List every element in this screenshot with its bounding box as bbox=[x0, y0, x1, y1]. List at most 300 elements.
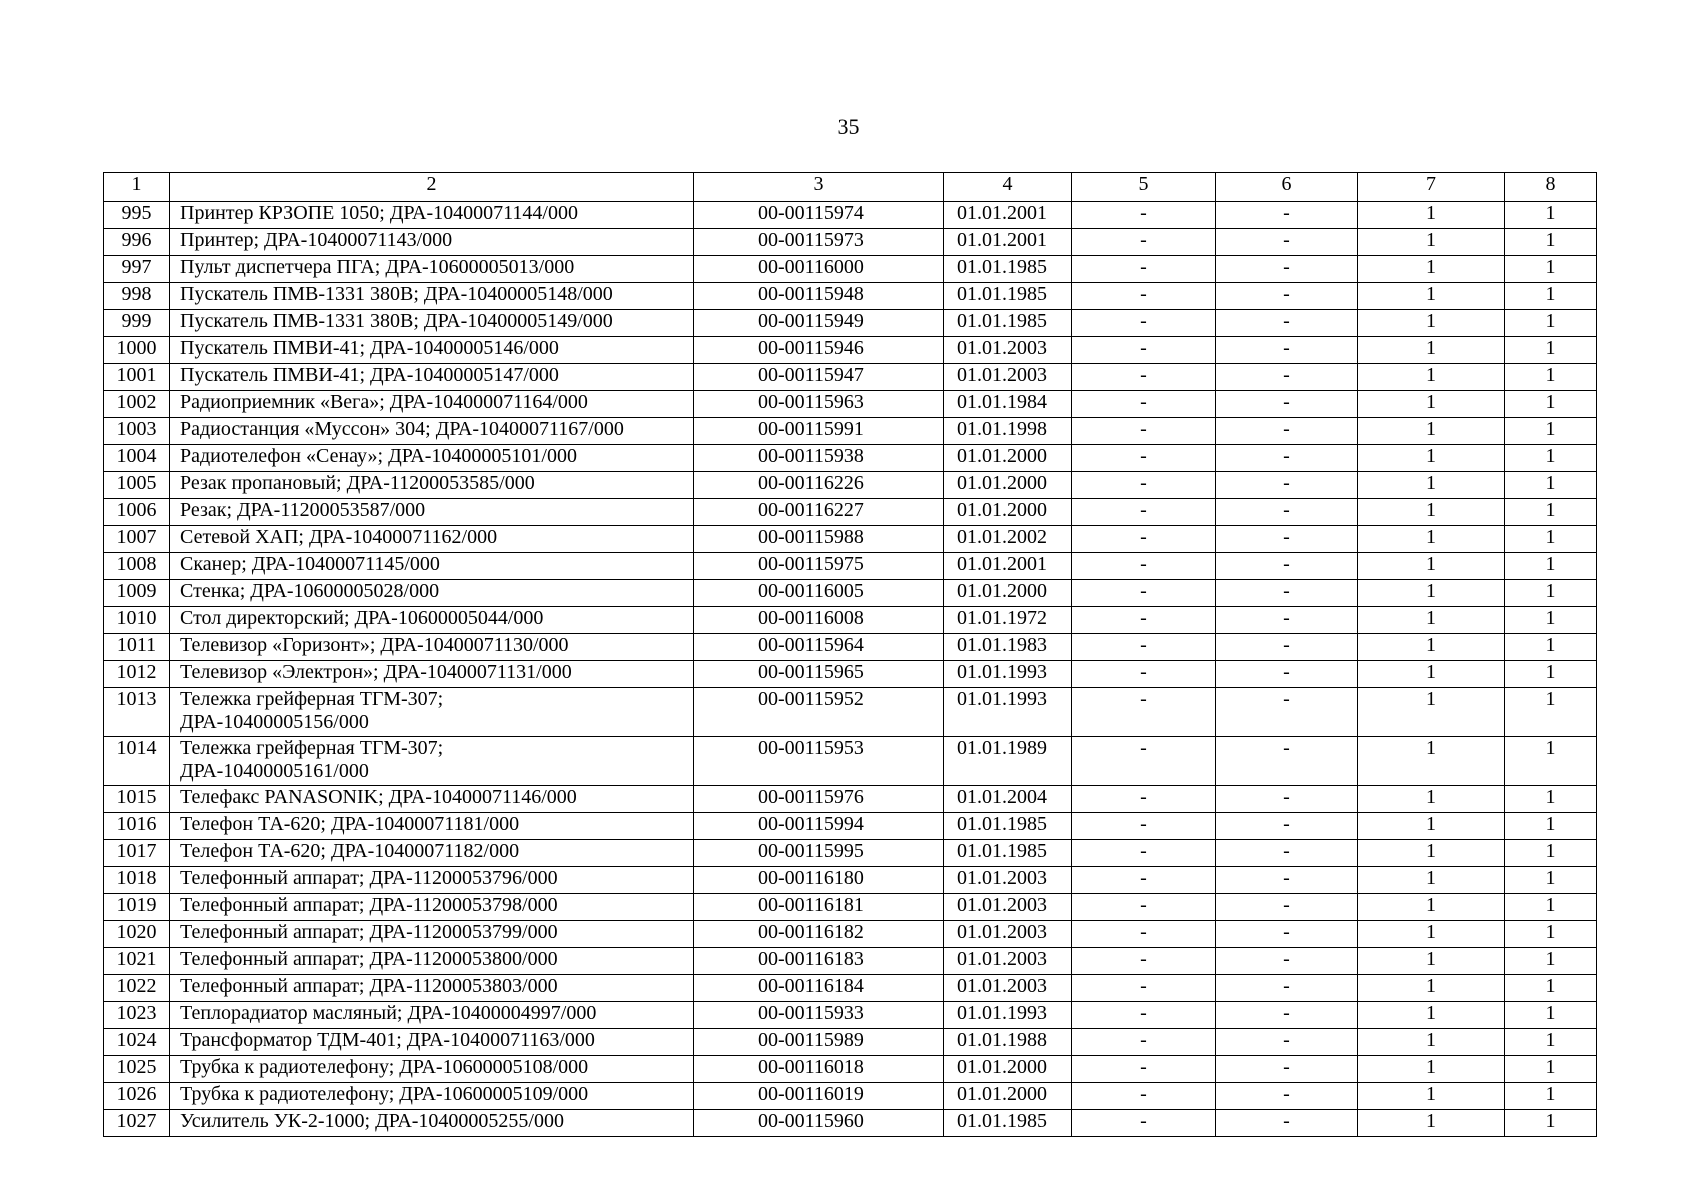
col8-cell: 1 bbox=[1505, 786, 1597, 813]
col7-cell: 1 bbox=[1358, 786, 1505, 813]
col6-cell: - bbox=[1216, 283, 1358, 310]
date-cell: 01.01.2002 bbox=[944, 526, 1072, 553]
item-name-line: Принтер КРЗОПЕ 1050; ДРА-10400071144/000 bbox=[180, 202, 578, 224]
table-row bbox=[104, 688, 1597, 737]
col8-cell: 1 bbox=[1505, 202, 1597, 229]
date-cell: 01.01.1985 bbox=[944, 310, 1072, 337]
col5-cell: - bbox=[1072, 229, 1216, 256]
col7-cell: 1 bbox=[1358, 472, 1505, 499]
date-cell: 01.01.2003 bbox=[944, 337, 1072, 364]
col5-cell: - bbox=[1072, 526, 1216, 553]
col8-cell: 1 bbox=[1505, 310, 1597, 337]
item-name-cell bbox=[170, 813, 694, 840]
col5-cell: - bbox=[1072, 786, 1216, 813]
col7-cell: 1 bbox=[1358, 256, 1505, 283]
table-row bbox=[104, 1056, 1597, 1083]
item-name-cell bbox=[170, 840, 694, 867]
col5-cell: - bbox=[1072, 975, 1216, 1002]
table-row bbox=[104, 634, 1597, 661]
item-name-cell bbox=[170, 418, 694, 445]
item-name-line: Трубка к радиотелефону; ДРА-10600005109/000 bbox=[180, 1083, 589, 1105]
table-row bbox=[104, 310, 1597, 337]
item-name-cell bbox=[170, 894, 694, 921]
item-name-line: Пускатель ПМВ-1331 380В; ДРА-10400005149/000 bbox=[180, 310, 613, 332]
row-number-cell: 1018 bbox=[104, 867, 170, 894]
col8-cell: 1 bbox=[1505, 607, 1597, 634]
table-row bbox=[104, 553, 1597, 580]
table-row bbox=[104, 283, 1597, 310]
row-number-cell: 1019 bbox=[104, 894, 170, 921]
col5-cell: - bbox=[1072, 445, 1216, 472]
col8-cell: 1 bbox=[1505, 894, 1597, 921]
col5-cell: - bbox=[1072, 1056, 1216, 1083]
date-cell: 01.01.1993 bbox=[944, 661, 1072, 688]
date-cell: 01.01.2003 bbox=[944, 921, 1072, 948]
inventory-code-cell: 00-00115963 bbox=[694, 391, 944, 418]
inventory-code-cell: 00-00115952 bbox=[694, 688, 944, 737]
table-row bbox=[104, 229, 1597, 256]
col8-cell: 1 bbox=[1505, 1056, 1597, 1083]
col5-cell: - bbox=[1072, 310, 1216, 337]
item-name-line: Телевизор «Горизонт»; ДРА-10400071130/000 bbox=[180, 634, 569, 656]
item-name-line: Трубка к радиотелефону; ДРА-10600005108/000 bbox=[180, 1056, 589, 1078]
inventory-table bbox=[103, 172, 1597, 1137]
item-name-cell bbox=[170, 1083, 694, 1110]
col6-cell: - bbox=[1216, 737, 1358, 786]
col7-cell: 1 bbox=[1358, 894, 1505, 921]
date-cell: 01.01.2001 bbox=[944, 553, 1072, 580]
inventory-code-cell: 00-00115964 bbox=[694, 634, 944, 661]
col6-cell: - bbox=[1216, 948, 1358, 975]
col8-cell: 1 bbox=[1505, 840, 1597, 867]
col8-cell: 1 bbox=[1505, 948, 1597, 975]
col5-cell: - bbox=[1072, 867, 1216, 894]
inventory-code-cell: 00-00115949 bbox=[694, 310, 944, 337]
item-name-line: Пускатель ПМВИ-41; ДРА-10400005146/000 bbox=[180, 337, 559, 359]
col8-cell: 1 bbox=[1505, 634, 1597, 661]
header-col-8: 8 bbox=[1505, 173, 1597, 202]
row-number-cell: 1003 bbox=[104, 418, 170, 445]
date-cell: 01.01.2000 bbox=[944, 499, 1072, 526]
col8-cell: 1 bbox=[1505, 553, 1597, 580]
item-name-line: Теплорадиатор масляный; ДРА-10400004997/000 bbox=[180, 1002, 597, 1024]
col6-cell: - bbox=[1216, 894, 1358, 921]
item-name-cell bbox=[170, 688, 694, 737]
item-name-cell bbox=[170, 364, 694, 391]
col8-cell: 1 bbox=[1505, 472, 1597, 499]
date-cell: 01.01.1998 bbox=[944, 418, 1072, 445]
table-row bbox=[104, 737, 1597, 786]
row-number-cell: 997 bbox=[104, 256, 170, 283]
col5-cell: - bbox=[1072, 580, 1216, 607]
header-col-1: 1 bbox=[104, 173, 170, 202]
inventory-code-cell: 00-00115973 bbox=[694, 229, 944, 256]
col7-cell: 1 bbox=[1358, 840, 1505, 867]
col8-cell: 1 bbox=[1505, 921, 1597, 948]
col6-cell: - bbox=[1216, 661, 1358, 688]
row-number-cell: 1013 bbox=[104, 688, 170, 737]
row-number-cell: 1014 bbox=[104, 737, 170, 786]
row-number-cell: 1011 bbox=[104, 634, 170, 661]
table-row bbox=[104, 472, 1597, 499]
date-cell: 01.01.1985 bbox=[944, 283, 1072, 310]
row-number-cell: 1001 bbox=[104, 364, 170, 391]
date-cell: 01.01.2003 bbox=[944, 364, 1072, 391]
col6-cell: - bbox=[1216, 418, 1358, 445]
item-name-cell bbox=[170, 499, 694, 526]
col8-cell: 1 bbox=[1505, 1029, 1597, 1056]
item-name-line: Телефонный аппарат; ДРА-11200053803/000 bbox=[180, 975, 558, 997]
col8-cell: 1 bbox=[1505, 418, 1597, 445]
col7-cell: 1 bbox=[1358, 229, 1505, 256]
table-row bbox=[104, 526, 1597, 553]
date-cell: 01.01.1972 bbox=[944, 607, 1072, 634]
inventory-code-cell: 00-00115948 bbox=[694, 283, 944, 310]
header-col-6: 6 bbox=[1216, 173, 1358, 202]
inventory-code-cell: 00-00116182 bbox=[694, 921, 944, 948]
item-name-cell bbox=[170, 445, 694, 472]
col7-cell: 1 bbox=[1358, 553, 1505, 580]
row-number-cell: 1020 bbox=[104, 921, 170, 948]
inventory-code-cell: 00-00115947 bbox=[694, 364, 944, 391]
inventory-code-cell: 00-00116180 bbox=[694, 867, 944, 894]
col8-cell: 1 bbox=[1505, 283, 1597, 310]
col8-cell: 1 bbox=[1505, 1110, 1597, 1137]
row-number-cell: 998 bbox=[104, 283, 170, 310]
col6-cell: - bbox=[1216, 688, 1358, 737]
header-row bbox=[104, 173, 1597, 202]
item-name-cell bbox=[170, 1110, 694, 1137]
item-name-cell bbox=[170, 737, 694, 786]
col5-cell: - bbox=[1072, 1002, 1216, 1029]
table-row bbox=[104, 391, 1597, 418]
col8-cell: 1 bbox=[1505, 813, 1597, 840]
col7-cell: 1 bbox=[1358, 867, 1505, 894]
item-name-cell bbox=[170, 310, 694, 337]
col6-cell: - bbox=[1216, 229, 1358, 256]
item-name-line: Пускатель ПМВИ-41; ДРА-10400005147/000 bbox=[180, 364, 559, 386]
row-number-cell: 1027 bbox=[104, 1110, 170, 1137]
page-number: 35 bbox=[837, 114, 860, 139]
row-number-cell: 1010 bbox=[104, 607, 170, 634]
inventory-code-cell: 00-00116018 bbox=[694, 1056, 944, 1083]
row-number-cell: 1012 bbox=[104, 661, 170, 688]
col6-cell: - bbox=[1216, 337, 1358, 364]
table-row bbox=[104, 607, 1597, 634]
inventory-code-cell: 00-00115974 bbox=[694, 202, 944, 229]
col6-cell: - bbox=[1216, 786, 1358, 813]
inventory-code-cell: 00-00115991 bbox=[694, 418, 944, 445]
col6-cell: - bbox=[1216, 580, 1358, 607]
col7-cell: 1 bbox=[1358, 1002, 1505, 1029]
inventory-code-cell: 00-00115994 bbox=[694, 813, 944, 840]
inventory-code-cell: 00-00116226 bbox=[694, 472, 944, 499]
col7-cell: 1 bbox=[1358, 948, 1505, 975]
col5-cell: - bbox=[1072, 337, 1216, 364]
inventory-code-cell: 00-00115946 bbox=[694, 337, 944, 364]
item-name-cell bbox=[170, 256, 694, 283]
item-name-cell bbox=[170, 921, 694, 948]
row-number-cell: 1017 bbox=[104, 840, 170, 867]
col7-cell: 1 bbox=[1358, 310, 1505, 337]
col7-cell: 1 bbox=[1358, 813, 1505, 840]
item-name-cell bbox=[170, 337, 694, 364]
col5-cell: - bbox=[1072, 418, 1216, 445]
date-cell: 01.01.1985 bbox=[944, 813, 1072, 840]
col6-cell: - bbox=[1216, 634, 1358, 661]
date-cell: 01.01.1993 bbox=[944, 688, 1072, 737]
item-name-cell bbox=[170, 634, 694, 661]
item-name-cell bbox=[170, 391, 694, 418]
date-cell: 01.01.1985 bbox=[944, 256, 1072, 283]
col8-cell: 1 bbox=[1505, 1002, 1597, 1029]
table-row bbox=[104, 948, 1597, 975]
col6-cell: - bbox=[1216, 921, 1358, 948]
item-name-cell bbox=[170, 661, 694, 688]
item-name-line: Радиостанция «Муссон» 304; ДРА-10400071167/000 bbox=[180, 418, 624, 440]
item-name-line: Резак; ДРА-11200053587/000 bbox=[180, 499, 426, 521]
col5-cell: - bbox=[1072, 553, 1216, 580]
inventory-code-cell: 00-00115938 bbox=[694, 445, 944, 472]
col8-cell: 1 bbox=[1505, 661, 1597, 688]
col8-cell: 1 bbox=[1505, 867, 1597, 894]
item-name-line: Телефон ТА-620; ДРА-10400071182/000 bbox=[180, 840, 520, 862]
col6-cell: - bbox=[1216, 840, 1358, 867]
col5-cell: - bbox=[1072, 634, 1216, 661]
col7-cell: 1 bbox=[1358, 607, 1505, 634]
col7-cell: 1 bbox=[1358, 283, 1505, 310]
table-row bbox=[104, 1029, 1597, 1056]
item-name-cell bbox=[170, 283, 694, 310]
row-number-cell: 999 bbox=[104, 310, 170, 337]
col6-cell: - bbox=[1216, 445, 1358, 472]
col6-cell: - bbox=[1216, 256, 1358, 283]
inventory-code-cell: 00-00115965 bbox=[694, 661, 944, 688]
col8-cell: 1 bbox=[1505, 580, 1597, 607]
table-row bbox=[104, 445, 1597, 472]
table-row bbox=[104, 840, 1597, 867]
date-cell: 01.01.2003 bbox=[944, 867, 1072, 894]
inventory-code-cell: 00-00115960 bbox=[694, 1110, 944, 1137]
table-row bbox=[104, 580, 1597, 607]
item-name-line: Телефон ТА-620; ДРА-10400071181/000 bbox=[180, 813, 520, 835]
col7-cell: 1 bbox=[1358, 737, 1505, 786]
item-name-cell bbox=[170, 975, 694, 1002]
col7-cell: 1 bbox=[1358, 1029, 1505, 1056]
item-name-cell bbox=[170, 1029, 694, 1056]
col8-cell: 1 bbox=[1505, 1083, 1597, 1110]
item-name-line: Стол директорский; ДРА-10600005044/000 bbox=[180, 607, 544, 629]
table-row bbox=[104, 921, 1597, 948]
inventory-code-cell: 00-00116181 bbox=[694, 894, 944, 921]
col7-cell: 1 bbox=[1358, 526, 1505, 553]
col6-cell: - bbox=[1216, 1029, 1358, 1056]
col7-cell: 1 bbox=[1358, 418, 1505, 445]
table-body bbox=[104, 202, 1597, 1137]
col5-cell: - bbox=[1072, 948, 1216, 975]
inventory-code-cell: 00-00115995 bbox=[694, 840, 944, 867]
row-number-cell: 1024 bbox=[104, 1029, 170, 1056]
inventory-code-cell: 00-00115975 bbox=[694, 553, 944, 580]
item-name-line: Телефонный аппарат; ДРА-11200053799/000 bbox=[180, 921, 558, 943]
item-name-line: Трансформатор ТДМ-401; ДРА-10400071163/000 bbox=[180, 1029, 595, 1051]
row-number-cell: 1022 bbox=[104, 975, 170, 1002]
col6-cell: - bbox=[1216, 499, 1358, 526]
row-number-cell: 1023 bbox=[104, 1002, 170, 1029]
col7-cell: 1 bbox=[1358, 445, 1505, 472]
row-number-cell: 1008 bbox=[104, 553, 170, 580]
col6-cell: - bbox=[1216, 553, 1358, 580]
date-cell: 01.01.2001 bbox=[944, 229, 1072, 256]
date-cell: 01.01.1989 bbox=[944, 737, 1072, 786]
col7-cell: 1 bbox=[1358, 364, 1505, 391]
table-row bbox=[104, 867, 1597, 894]
col8-cell: 1 bbox=[1505, 526, 1597, 553]
col6-cell: - bbox=[1216, 1056, 1358, 1083]
col5-cell: - bbox=[1072, 202, 1216, 229]
col7-cell: 1 bbox=[1358, 580, 1505, 607]
col5-cell: - bbox=[1072, 661, 1216, 688]
item-name-line: ДРА-10400005161/000 bbox=[180, 760, 369, 782]
table-row bbox=[104, 256, 1597, 283]
col5-cell: - bbox=[1072, 1029, 1216, 1056]
col5-cell: - bbox=[1072, 1110, 1216, 1137]
col5-cell: - bbox=[1072, 283, 1216, 310]
inventory-code-cell: 00-00116019 bbox=[694, 1083, 944, 1110]
inventory-code-cell: 00-00115989 bbox=[694, 1029, 944, 1056]
date-cell: 01.01.2000 bbox=[944, 445, 1072, 472]
item-name-line: Тележка грейферная ТГМ-307; bbox=[180, 737, 444, 759]
inventory-code-cell: 00-00116184 bbox=[694, 975, 944, 1002]
item-name-line: Тележка грейферная ТГМ-307; bbox=[180, 688, 444, 710]
date-cell: 01.01.2003 bbox=[944, 975, 1072, 1002]
item-name-line: Телефонный аппарат; ДРА-11200053796/000 bbox=[180, 867, 558, 889]
item-name-cell bbox=[170, 553, 694, 580]
table-row bbox=[104, 337, 1597, 364]
row-number-cell: 1009 bbox=[104, 580, 170, 607]
item-name-line: Радиоприемник «Вега»; ДРА-104000071164/000 bbox=[180, 391, 588, 413]
row-number-cell: 1006 bbox=[104, 499, 170, 526]
col6-cell: - bbox=[1216, 310, 1358, 337]
inventory-code-cell: 00-00116008 bbox=[694, 607, 944, 634]
date-cell: 01.01.2000 bbox=[944, 1083, 1072, 1110]
col7-cell: 1 bbox=[1358, 499, 1505, 526]
col5-cell: - bbox=[1072, 894, 1216, 921]
inventory-code-cell: 00-00115953 bbox=[694, 737, 944, 786]
item-name-cell bbox=[170, 472, 694, 499]
col5-cell: - bbox=[1072, 472, 1216, 499]
col5-cell: - bbox=[1072, 840, 1216, 867]
col5-cell: - bbox=[1072, 256, 1216, 283]
col6-cell: - bbox=[1216, 472, 1358, 499]
row-number-cell: 995 bbox=[104, 202, 170, 229]
col8-cell: 1 bbox=[1505, 445, 1597, 472]
col6-cell: - bbox=[1216, 607, 1358, 634]
table-header bbox=[104, 173, 1597, 202]
table-row bbox=[104, 1002, 1597, 1029]
date-cell: 01.01.2000 bbox=[944, 580, 1072, 607]
date-cell: 01.01.2000 bbox=[944, 472, 1072, 499]
date-cell: 01.01.1993 bbox=[944, 1002, 1072, 1029]
header-col-2: 2 bbox=[170, 173, 694, 202]
item-name-line: Радиотелефон «Сенау»; ДРА-10400005101/000 bbox=[180, 445, 577, 467]
col8-cell: 1 bbox=[1505, 391, 1597, 418]
col8-cell: 1 bbox=[1505, 499, 1597, 526]
col7-cell: 1 bbox=[1358, 337, 1505, 364]
inventory-code-cell: 00-00116005 bbox=[694, 580, 944, 607]
col8-cell: 1 bbox=[1505, 975, 1597, 1002]
item-name-cell bbox=[170, 229, 694, 256]
col8-cell: 1 bbox=[1505, 256, 1597, 283]
item-name-line: Пульт диспетчера ПГА; ДРА-10600005013/000 bbox=[180, 256, 575, 278]
col5-cell: - bbox=[1072, 813, 1216, 840]
row-number-cell: 1016 bbox=[104, 813, 170, 840]
col8-cell: 1 bbox=[1505, 337, 1597, 364]
col7-cell: 1 bbox=[1358, 1056, 1505, 1083]
col7-cell: 1 bbox=[1358, 391, 1505, 418]
row-number-cell: 1015 bbox=[104, 786, 170, 813]
col5-cell: - bbox=[1072, 688, 1216, 737]
col5-cell: - bbox=[1072, 499, 1216, 526]
col5-cell: - bbox=[1072, 921, 1216, 948]
col5-cell: - bbox=[1072, 391, 1216, 418]
item-name-cell bbox=[170, 1002, 694, 1029]
item-name-cell bbox=[170, 580, 694, 607]
date-cell: 01.01.2001 bbox=[944, 202, 1072, 229]
item-name-cell bbox=[170, 786, 694, 813]
col6-cell: - bbox=[1216, 526, 1358, 553]
inventory-code-cell: 00-00115933 bbox=[694, 1002, 944, 1029]
item-name-cell bbox=[170, 948, 694, 975]
item-name-cell bbox=[170, 202, 694, 229]
col7-cell: 1 bbox=[1358, 1110, 1505, 1137]
header-col-3: 3 bbox=[694, 173, 944, 202]
col7-cell: 1 bbox=[1358, 688, 1505, 737]
col8-cell: 1 bbox=[1505, 737, 1597, 786]
item-name-cell bbox=[170, 867, 694, 894]
row-number-cell: 1005 bbox=[104, 472, 170, 499]
col5-cell: - bbox=[1072, 1083, 1216, 1110]
col5-cell: - bbox=[1072, 737, 1216, 786]
date-cell: 01.01.1988 bbox=[944, 1029, 1072, 1056]
item-name-line: Телефакс PANASONIK; ДРА-10400071146/000 bbox=[180, 786, 577, 808]
row-number-cell: 1000 bbox=[104, 337, 170, 364]
col6-cell: - bbox=[1216, 391, 1358, 418]
header-col-4: 4 bbox=[944, 173, 1072, 202]
item-name-line: Телефонный аппарат; ДРА-11200053800/000 bbox=[180, 948, 558, 970]
header-col-5: 5 bbox=[1072, 173, 1216, 202]
inventory-code-cell: 00-00115976 bbox=[694, 786, 944, 813]
table-row bbox=[104, 661, 1597, 688]
date-cell: 01.01.2000 bbox=[944, 1056, 1072, 1083]
row-number-cell: 996 bbox=[104, 229, 170, 256]
col6-cell: - bbox=[1216, 364, 1358, 391]
col7-cell: 1 bbox=[1358, 1083, 1505, 1110]
item-name-line: ДРА-10400005156/000 bbox=[180, 711, 369, 733]
date-cell: 01.01.1985 bbox=[944, 840, 1072, 867]
col6-cell: - bbox=[1216, 202, 1358, 229]
table-row bbox=[104, 894, 1597, 921]
item-name-line: Резак пропановый; ДРА-11200053585/000 bbox=[180, 472, 535, 494]
date-cell: 01.01.1985 bbox=[944, 1110, 1072, 1137]
date-cell: 01.01.2003 bbox=[944, 894, 1072, 921]
table-row bbox=[104, 418, 1597, 445]
col6-cell: - bbox=[1216, 867, 1358, 894]
col8-cell: 1 bbox=[1505, 364, 1597, 391]
row-number-cell: 1025 bbox=[104, 1056, 170, 1083]
item-name-line: Усилитель УК-2-1000; ДРА-10400005255/000 bbox=[180, 1110, 564, 1132]
item-name-cell bbox=[170, 607, 694, 634]
